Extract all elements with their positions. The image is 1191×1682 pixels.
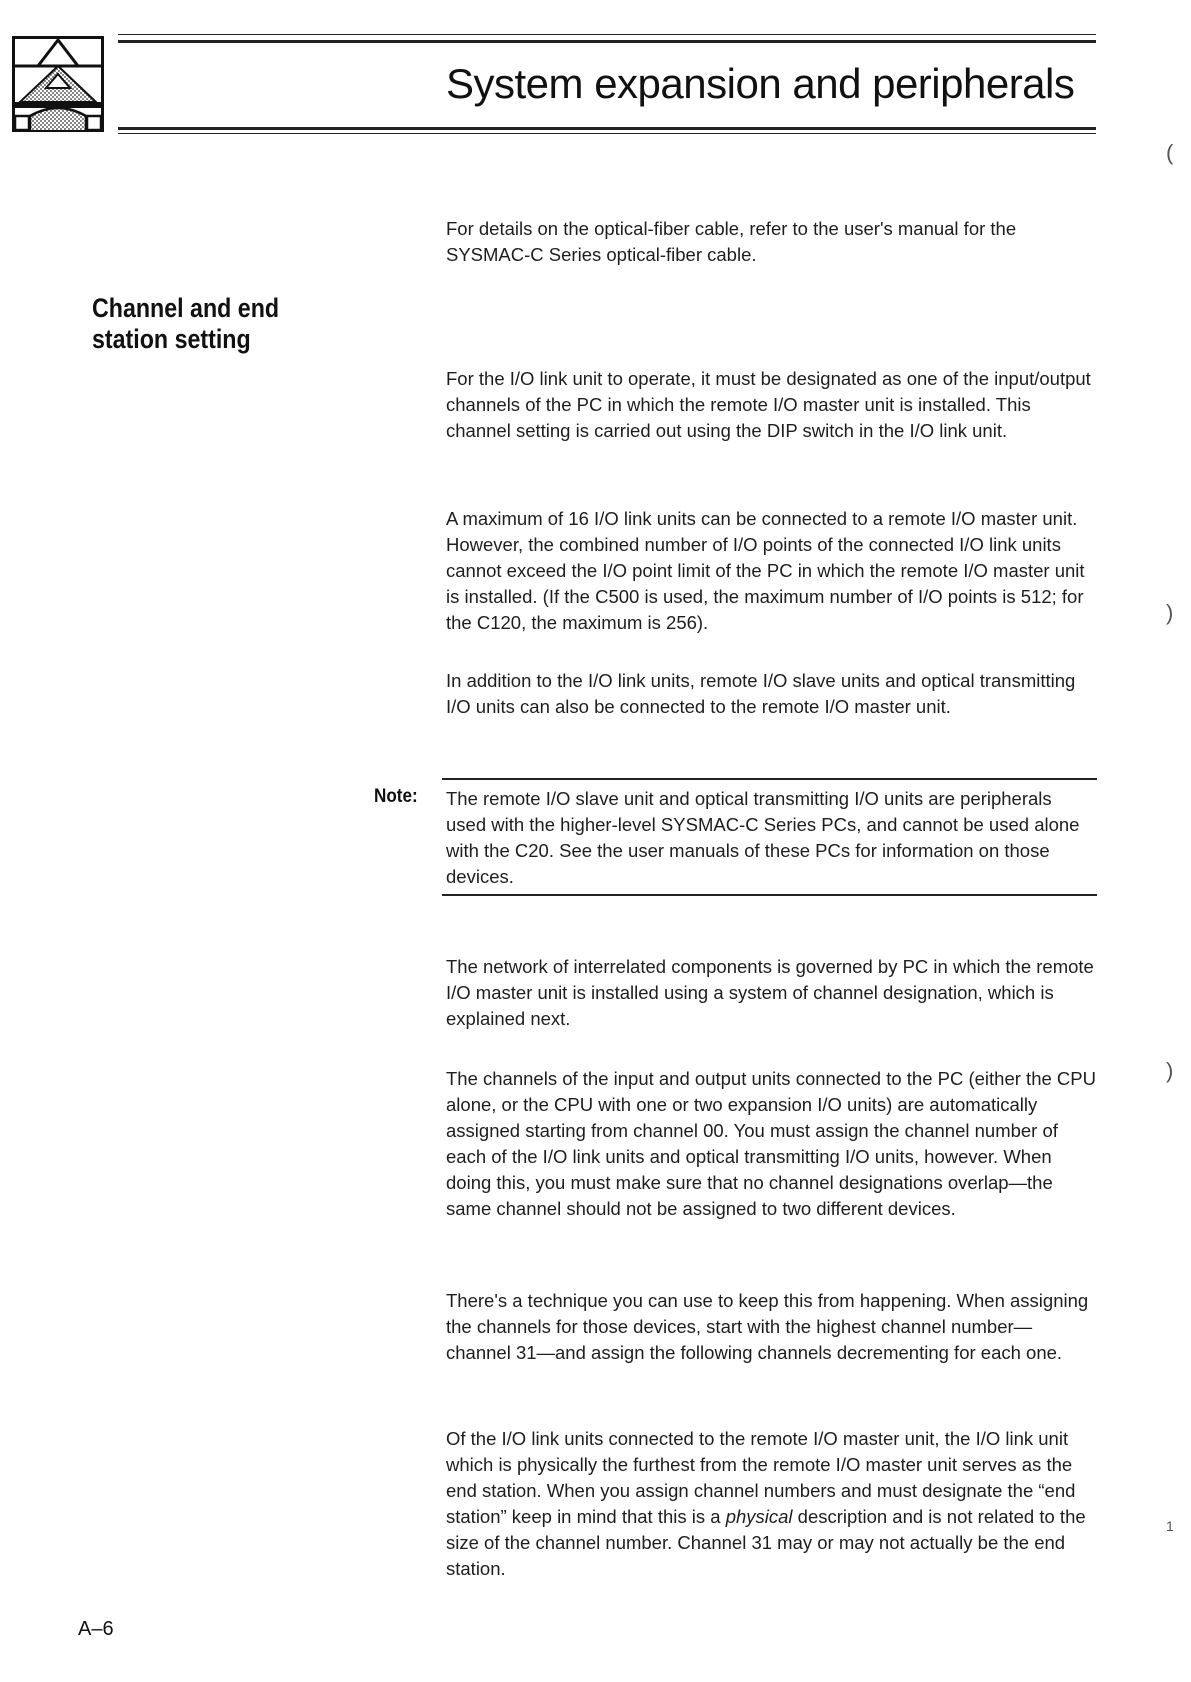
end-station-emphasis: physical — [725, 1506, 793, 1527]
paragraph-end-station — [446, 1426, 1096, 1582]
note-rule-top — [442, 778, 1097, 780]
paragraph-max-units: A maximum of 16 I/O link units can be connected to a remote I/O master unit. However, the combined number of I/O points of the connected I/O link units cannot exceed the I/O point limit of the PC in which the remote I/O master unit is installed. (If the C500 is used, the maximum number of I/O points is 512; for the C120, the maximum is 256). — [446, 508, 1085, 633]
end-station-text-1: Of the I/O link units connected to the remote I/O master unit, the I/O link unit which is physically the furthest from the remote I/O master unit serves as the end station. When you assign channel numbers and must designate the “end station” keep in mind that this is a — [446, 1428, 1076, 1527]
margin-mark: ( — [1166, 140, 1174, 165]
end-station-text-2: description and is not related to the size of the channel number. Channel 31 may or may not actually be the end station. — [446, 1506, 1086, 1579]
note-rule-bottom — [442, 894, 1097, 896]
paragraph-channel-designation: For the I/O link unit to operate, it must be designated as one of the input/output channels of the PC in which the remote I/O master unit is installed. This channel setting is carried out using the DIP switch in the I/O link unit. — [446, 368, 1091, 441]
paragraph-additional-units: In addition to the I/O link units, remote I/O slave units and optical transmitting I/O units can also be connected to the remote I/O master unit. — [446, 670, 1076, 717]
header-rule-top — [118, 34, 1096, 35]
paragraph-channel-assignment: The channels of the input and output units connected to the PC (either the CPU alone, or the CPU with one or two expansion I/O units) are automatically assigned starting from channel 00. You must assign the channel number of each of the I/O link units and optical transmitting I/O units, however. When doing this, you must make sure that no channel designations overlap—the same channel should not be assigned to two different devices. — [446, 1068, 1096, 1219]
page-title: System expansion and peripherals — [446, 60, 1075, 107]
note-label: Note: — [374, 786, 418, 807]
header-rule-top-inner — [118, 40, 1096, 43]
paragraph-network: The network of interrelated components is governed by PC in which the remote I/O master unit is installed using a system of channel designation, which is explained next. — [446, 956, 1094, 1029]
note-text: The remote I/O slave unit and optical transmitting I/O units are peripherals used with the higher-level SYSMAC-C Series PCs, and cannot be used alone with the C20. See the user manuals of these PCs for information on those devices. — [446, 788, 1080, 887]
header-rule-bottom-inner — [118, 127, 1096, 130]
paragraph-technique: There's a technique you can use to keep this from happening. When assigning the channels for those devices, start with the highest channel number—channel 31—and assign the following channels decrementing for each one. — [446, 1290, 1089, 1363]
header-rule-bottom — [118, 133, 1096, 134]
page-number: A–6 — [78, 1618, 114, 1640]
margin-mark: 1 — [1166, 1518, 1174, 1534]
chapter-logo-icon — [12, 36, 104, 132]
margin-mark: ) — [1166, 600, 1174, 625]
intro-paragraph: For details on the optical-fiber cable, refer to the user's manual for the SYSMAC-C Series optical-fiber cable. — [446, 218, 1017, 265]
margin-mark: ) — [1166, 1058, 1174, 1083]
section-heading: Channel and end station setting — [92, 293, 280, 354]
